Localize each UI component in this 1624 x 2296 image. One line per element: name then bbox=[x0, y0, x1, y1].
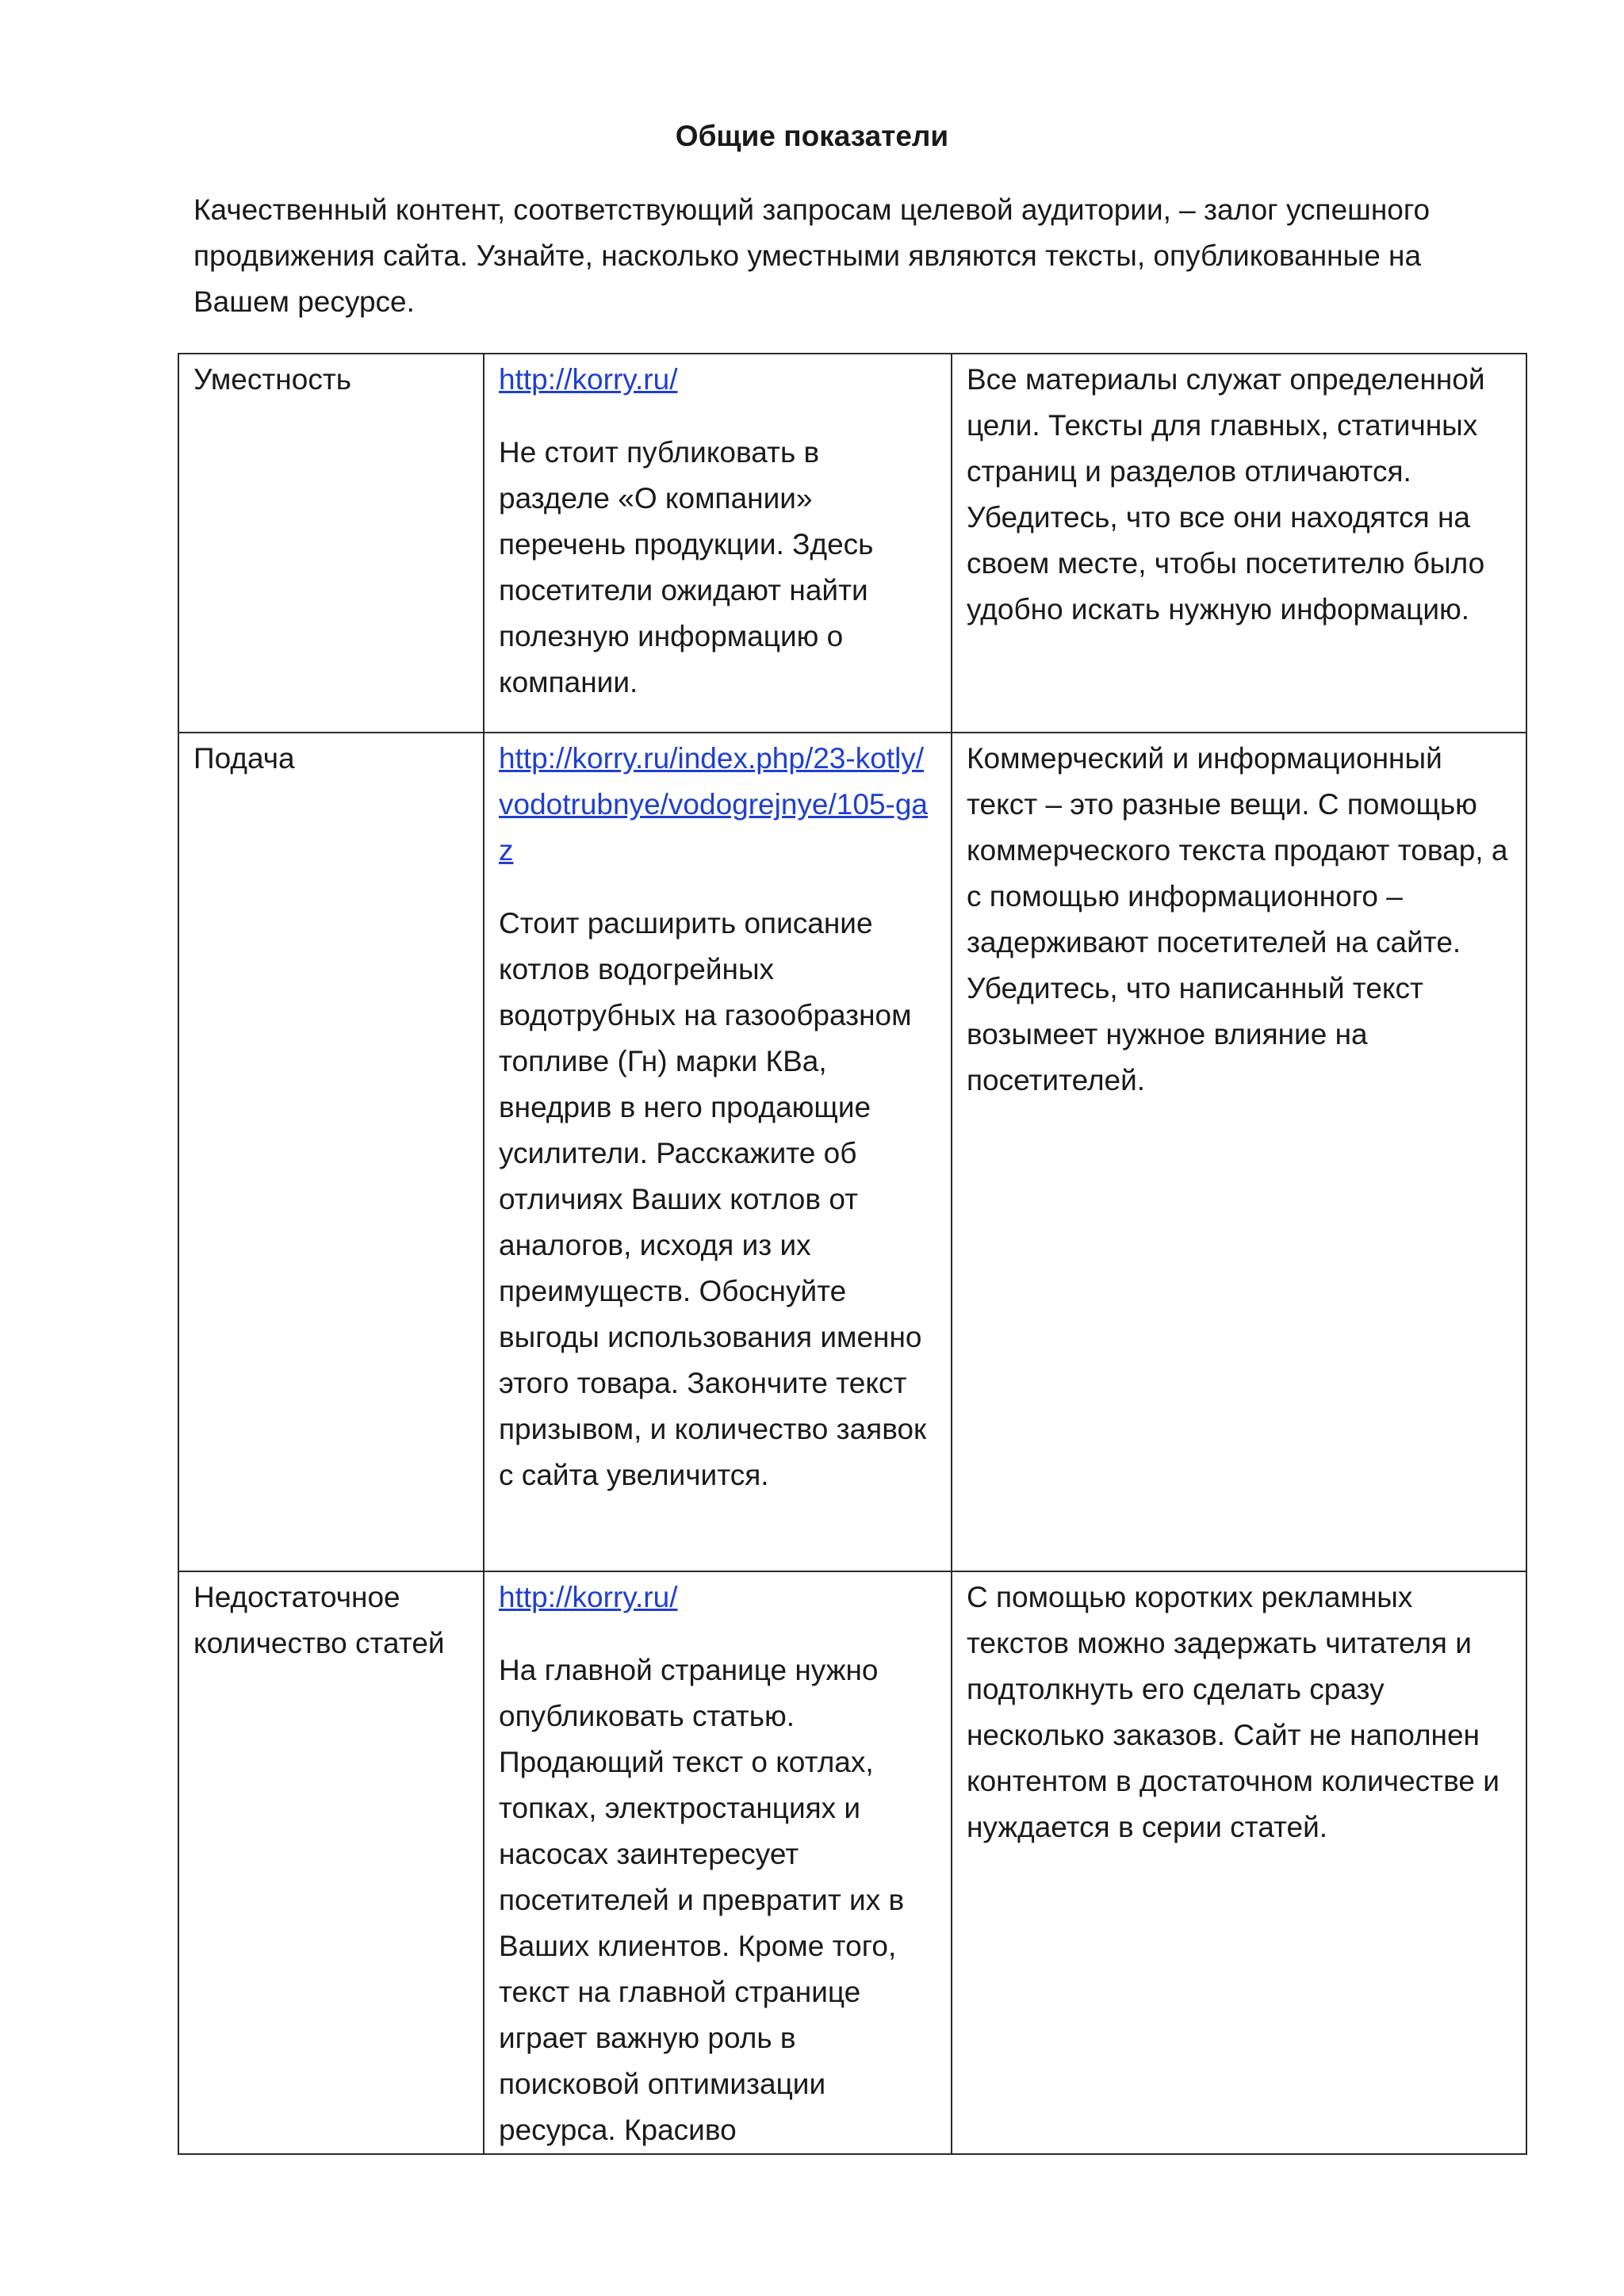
description-text: Все материалы служат определенной цели. Тексты для главных, статичных страниц и разделов отличаются. Убедитесь, что все они находятся на своем месте, чтобы посетителю было удобно искать нужную информацию. bbox=[967, 363, 1485, 626]
criterion-cell bbox=[178, 354, 484, 733]
criterion-label: Уместность bbox=[193, 363, 352, 396]
recommendation-text: Стоит расширить описание котлов водогрейных водотрубных на газообразном топливе (Гн) марки КВа, внедрив в него продающие усилители. Расскажите об отличиях Ваших котлов от аналогов, исходя из их преимуществ. Обоснуйте выгоды использования именно этого товара. Закончите текст призывом, и количество заявок с сайта увеличится. bbox=[499, 907, 927, 1491]
description-cell bbox=[952, 1571, 1526, 2154]
description-cell bbox=[952, 354, 1526, 733]
page-link[interactable]: http://korry.ru/ bbox=[499, 363, 678, 396]
criterion-label: Подача bbox=[193, 742, 295, 775]
criterion-label: Недостаточное количество статей bbox=[193, 1581, 445, 1659]
table-row bbox=[178, 733, 1526, 1571]
description-cell bbox=[952, 733, 1526, 1571]
recommendation-cell bbox=[484, 1571, 952, 2154]
content-table bbox=[178, 353, 1527, 2155]
page-title: Общие показатели bbox=[675, 120, 949, 152]
description-text: Коммерческий и информационный текст – это разные вещи. С помощью коммерческого текста продают товар, а с помощью информационного – задерживают посетителей на сайте. Убедитесь, что написанный текст возымеет нужное влияние на посетителей. bbox=[967, 742, 1508, 1096]
recommendation-cell bbox=[484, 733, 952, 1571]
description-text: С помощью коротких рекламных текстов можно задержать читателя и подтолкнуть его сделать сразу несколько заказов. Сайт не наполнен контентом в достаточном количестве и нуждается в серии статей. bbox=[967, 1581, 1500, 1843]
intro-paragraph: Качественный контент, соответствующий запросам целевой аудитории, – залог успешного продвижения сайта. Узнайте, насколько уместными являются тексты, опубликованные на Вашем ресурсе. bbox=[193, 193, 1431, 318]
recommendation-cell bbox=[484, 354, 952, 733]
table-row bbox=[178, 1571, 1526, 2154]
table-row bbox=[178, 354, 1526, 733]
criterion-cell bbox=[178, 733, 484, 1571]
page-link[interactable]: http://korry.ru/ bbox=[499, 1581, 678, 1613]
criterion-cell bbox=[178, 1571, 484, 2154]
page-link[interactable]: http://korry.ru/index.php/23-kotly/vodotrubnye/vodogrejnye/105-gaz bbox=[499, 742, 928, 867]
recommendation-text: Не стоит публиковать в разделе «О компании» перечень продукции. Здесь посетители ожидают найти полезную информацию о компании. bbox=[499, 436, 874, 698]
recommendation-text: На главной странице нужно опубликовать статью. Продающий текст о котлах, топках, электростанциях и насосах заинтересует посетителей и превратит их в Ваших клиентов. Кроме того, текст на главной странице играет важную роль в поисковой оптимизации ресурса. Красиво bbox=[499, 1654, 905, 2146]
